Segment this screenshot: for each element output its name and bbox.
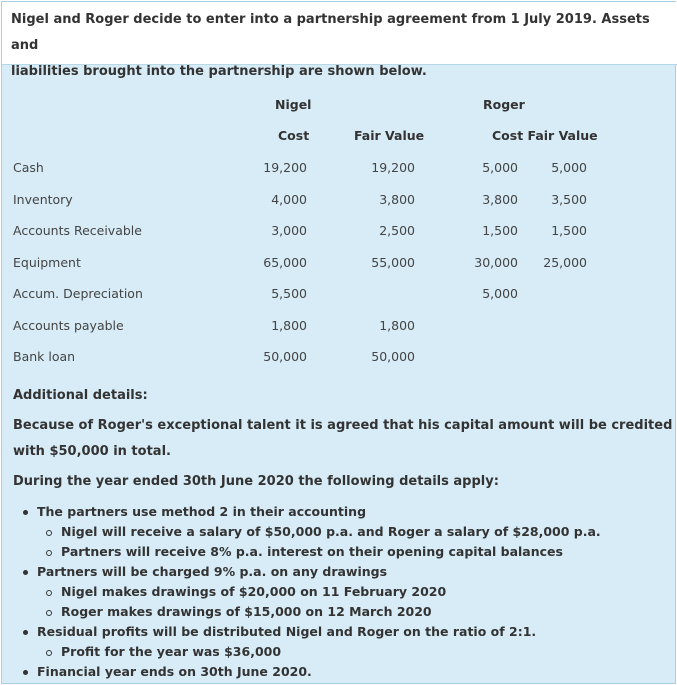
bullet-circle-icon <box>46 530 52 536</box>
bullet-item: Residual profits will be distributed Nigel and Roger on the ratio of 2:1. <box>37 624 537 639</box>
cell-roger-fair: 1,500 <box>551 223 587 238</box>
cell-roger-fair: 5,000 <box>551 160 587 175</box>
capital-line-2: with $50,000 in total. <box>13 444 171 459</box>
sub-bullet-item: Roger makes drawings of $15,000 on 12 March 2020 <box>61 604 432 619</box>
cell-nigel-fair: 55,000 <box>371 255 415 270</box>
capital-line-1: Because of Roger's exceptional talent it is agreed that his capital amount will be credited <box>13 418 673 433</box>
sub-bullet-item: Profit for the year was $36,000 <box>61 644 282 659</box>
cell-nigel-fair: 19,200 <box>371 160 415 175</box>
row-label: Accounts Receivable <box>13 223 142 238</box>
header-roger-cost-fair-value: Cost Fair Value <box>492 128 598 143</box>
cell-nigel-cost: 5,500 <box>271 286 307 301</box>
cell-nigel-fair: 50,000 <box>371 349 415 364</box>
cell-nigel-cost: 4,000 <box>271 192 307 207</box>
bullet-circle-icon <box>46 590 52 596</box>
cell-roger-fair: 3,500 <box>551 192 587 207</box>
cell-nigel-fair: 1,800 <box>379 318 415 333</box>
cell-roger-cost: 3,800 <box>482 192 518 207</box>
bullet-item: Financial year ends on 30th June 2020. <box>37 664 312 679</box>
row-label: Accum. Depreciation <box>13 286 143 301</box>
sub-bullet-item: Nigel makes drawings of $20,000 on 11 February 2020 <box>61 584 447 599</box>
year-line: During the year ended 30th June 2020 the following details apply: <box>13 474 499 489</box>
cell-roger-cost: 1,500 <box>482 223 518 238</box>
bullet-dot-icon <box>23 670 28 675</box>
cell-nigel-cost: 65,000 <box>263 255 307 270</box>
cell-roger-cost: 30,000 <box>474 255 518 270</box>
header-nigel-cost: Cost <box>278 128 310 143</box>
cell-roger-cost: 5,000 <box>482 160 518 175</box>
bullet-circle-icon <box>46 550 52 556</box>
cell-roger-cost: 5,000 <box>482 286 518 301</box>
cell-nigel-cost: 19,200 <box>263 160 307 175</box>
cell-nigel-fair: 3,800 <box>379 192 415 207</box>
row-label: Accounts payable <box>13 318 124 333</box>
bullet-dot-icon <box>23 570 28 575</box>
row-label: Equipment <box>13 255 81 270</box>
header-nigel-fair-value: Fair Value <box>354 128 425 143</box>
bullet-dot-icon <box>23 510 28 515</box>
intro-line-1: Nigel and Roger decide to enter into a partnership agreement from 1 July 2019. Assets and <box>11 12 650 53</box>
bullet-item: Partners will be charged 9% p.a. on any drawings <box>37 564 388 579</box>
cell-nigel-cost: 3,000 <box>271 223 307 238</box>
cell-nigel-fair: 2,500 <box>379 223 415 238</box>
bullet-circle-icon <box>46 650 52 656</box>
details-heading: Additional details: <box>13 388 148 403</box>
sub-bullet-item: Partners will receive 8% p.a. interest on their opening capital balances <box>61 544 563 559</box>
row-label: Cash <box>13 160 44 175</box>
bullet-dot-icon <box>23 630 28 635</box>
bullet-circle-icon <box>46 610 52 616</box>
header-nigel: Nigel <box>275 97 312 112</box>
header-roger: Roger <box>483 97 525 112</box>
bullet-item: The partners use method 2 in their accounting <box>37 504 367 519</box>
cell-roger-fair: 25,000 <box>543 255 587 270</box>
cell-nigel-cost: 1,800 <box>271 318 307 333</box>
cell-nigel-cost: 50,000 <box>263 349 307 364</box>
question-panel <box>1 1 676 684</box>
sub-bullet-item: Nigel will receive a salary of $50,000 p.a. and Roger a salary of $28,000 p.a. <box>61 524 601 539</box>
row-label: Bank loan <box>13 349 76 364</box>
intro-text <box>2 2 677 79</box>
intro-line-2: liabilities brought into the partnership are shown below. <box>11 64 427 79</box>
row-label: Inventory <box>13 192 73 207</box>
